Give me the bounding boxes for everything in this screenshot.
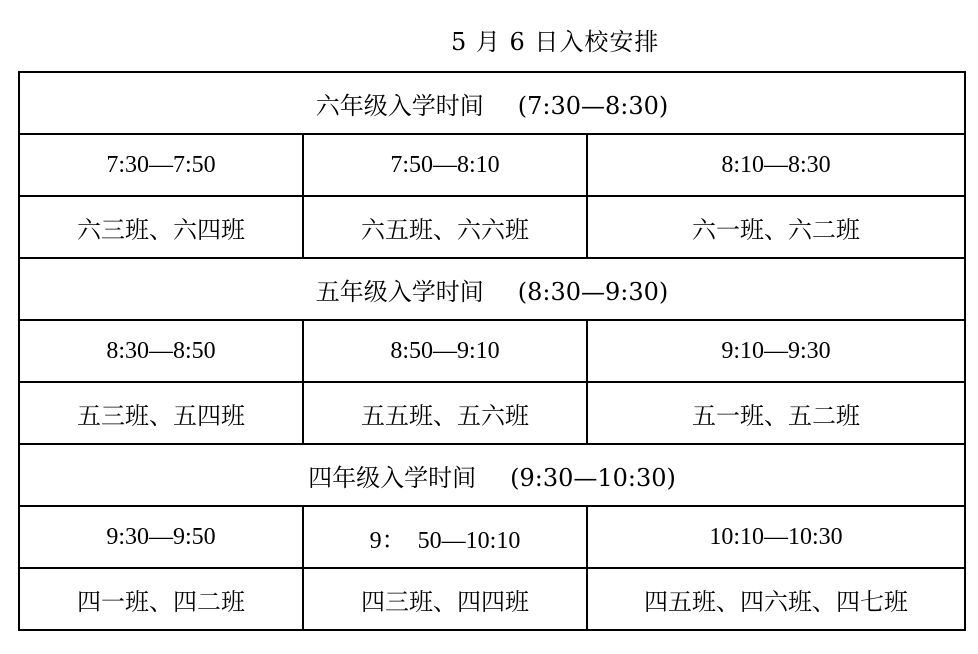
class-cell: 六五班、六六班 bbox=[303, 196, 587, 258]
time-slot-row bbox=[19, 506, 965, 568]
grade-time-range: (9:30—10:30) bbox=[510, 463, 676, 492]
class-cell: 五三班、五四班 bbox=[19, 382, 303, 444]
grade-header-row bbox=[19, 258, 965, 320]
entry-schedule-table bbox=[18, 71, 966, 631]
grade-header-label: 五年级入学时间 bbox=[315, 277, 484, 306]
class-cell: 四一班、四二班 bbox=[19, 568, 303, 630]
time-slot-row bbox=[19, 320, 965, 382]
time-slot-cell: 9:30—9:50 bbox=[19, 506, 303, 568]
class-cell: 四五班、四六班、四七班 bbox=[587, 568, 965, 630]
class-row bbox=[19, 568, 965, 630]
grade-header-cell bbox=[19, 258, 965, 320]
grade-time-range: (8:30—9:30) bbox=[517, 277, 669, 306]
grade-header-cell bbox=[19, 444, 965, 506]
class-row bbox=[19, 382, 965, 444]
grade-time-range: (7:30—8:30) bbox=[517, 91, 669, 120]
class-cell: 四三班、四四班 bbox=[303, 568, 587, 630]
time-slot-cell: 8:50—9:10 bbox=[303, 320, 587, 382]
grade-header-label: 六年级入学时间 bbox=[315, 91, 484, 120]
class-cell: 五一班、五二班 bbox=[587, 382, 965, 444]
class-row bbox=[19, 196, 965, 258]
grade-header-label: 四年级入学时间 bbox=[308, 463, 477, 492]
time-slot-cell: 9： 50—10:10 bbox=[303, 506, 587, 568]
time-slot-cell: 9:10—9:30 bbox=[587, 320, 965, 382]
time-slot-row bbox=[19, 134, 965, 196]
time-slot-cell: 7:50—8:10 bbox=[303, 134, 587, 196]
grade-header-row bbox=[19, 444, 965, 506]
time-slot-cell: 7:30—7:50 bbox=[19, 134, 303, 196]
grade-header-cell bbox=[19, 72, 965, 134]
grade-header-row bbox=[19, 72, 965, 134]
class-cell: 六三班、六四班 bbox=[19, 196, 303, 258]
page-title: 5 月 6 日入校安排 bbox=[451, 28, 660, 56]
time-slot-cell: 10:10—10:30 bbox=[587, 506, 965, 568]
class-cell: 六一班、六二班 bbox=[587, 196, 965, 258]
time-slot-cell: 8:30—8:50 bbox=[19, 320, 303, 382]
time-slot-cell: 8:10—8:30 bbox=[587, 134, 965, 196]
class-cell: 五五班、五六班 bbox=[303, 382, 587, 444]
